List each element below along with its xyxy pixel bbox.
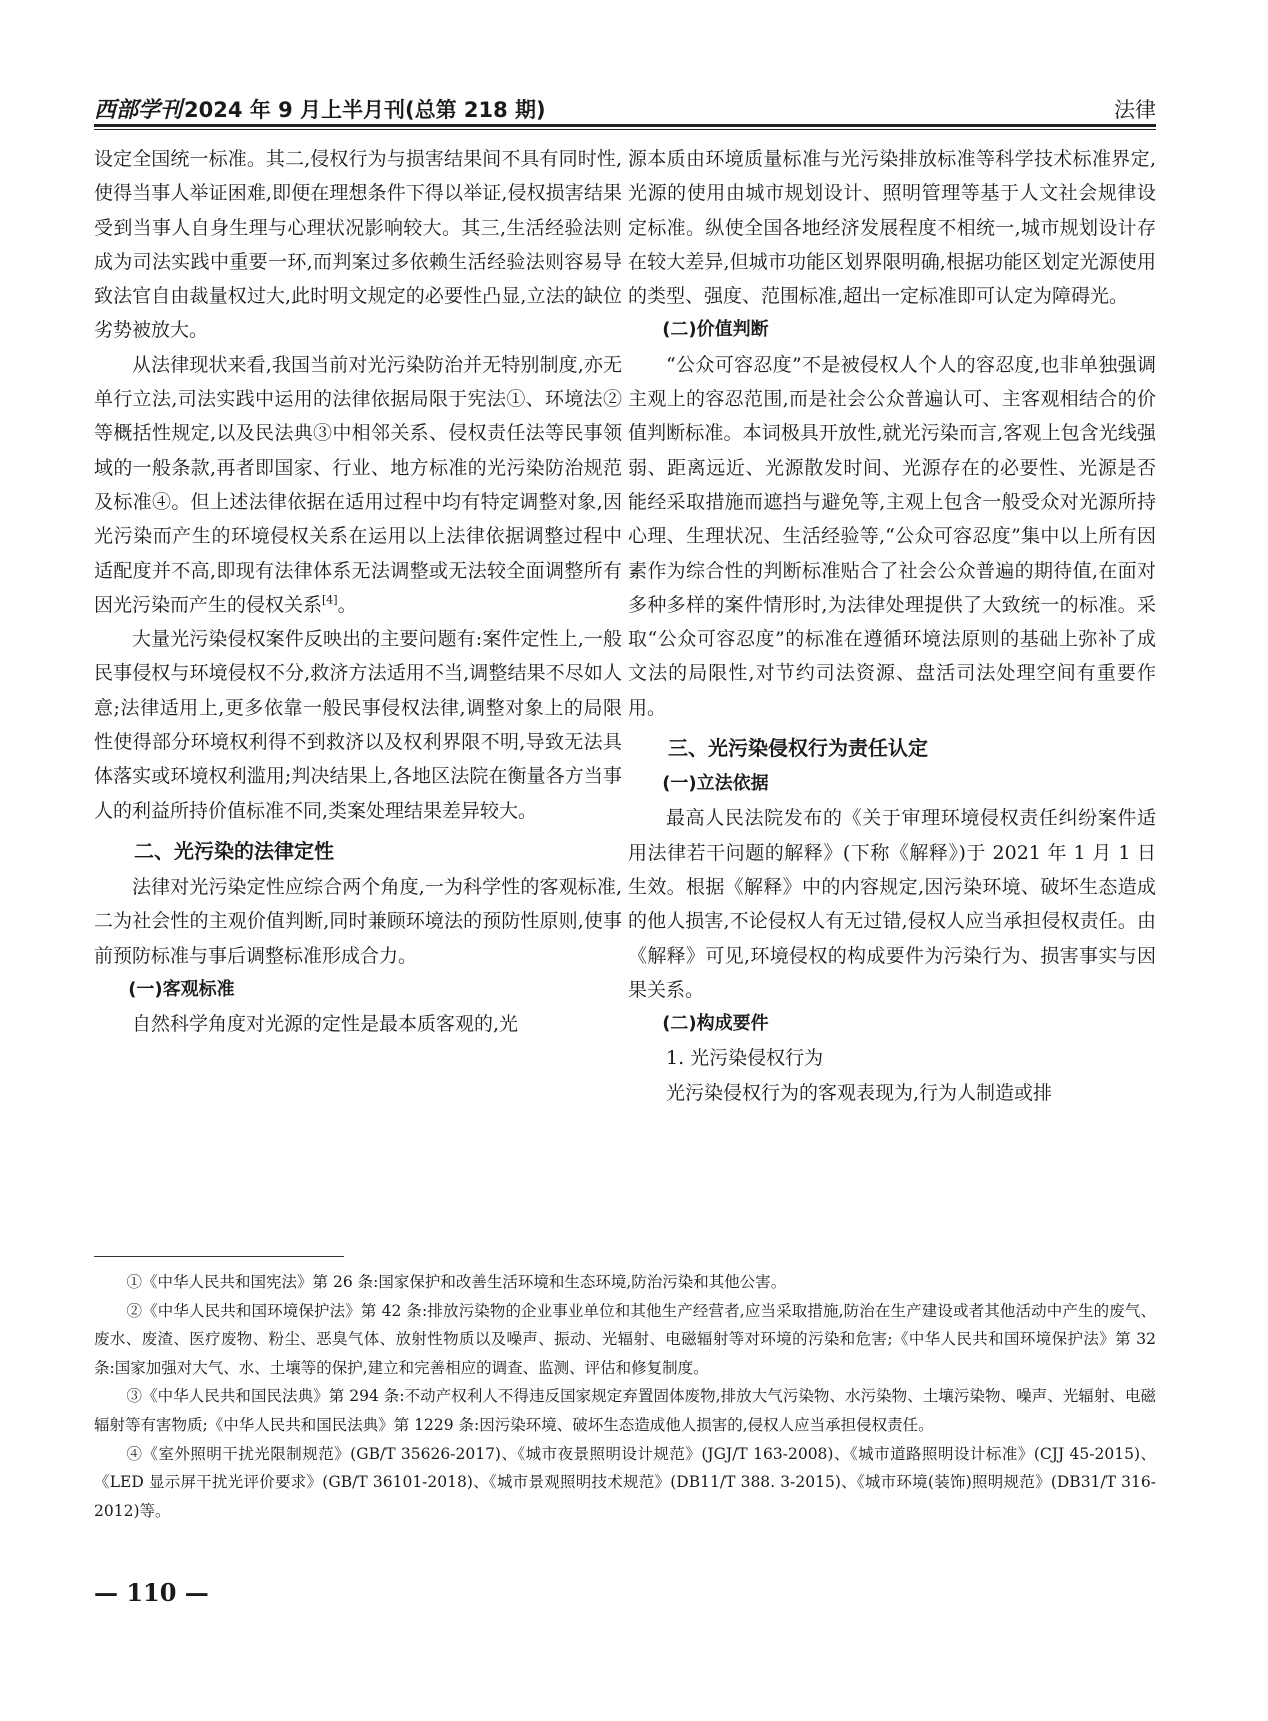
section-heading: 二、光污染的法律定性 — [134, 838, 334, 863]
footnote: ④《室外照明干扰光限制规范》(GB/T 35626-2017)、《城市夜景照明设计规范》(JGJ/T 163-2008)、《城市道路照明设计标准》(CJJ 45-2015)、《LED 显示屏干扰光评价要求》(GB/T 36101-2018)、《城市景观照明技术规范》(DB11/T 388. 3-2015)、《城市环境(装饰)照明规范》(DB31/T 316-2012)等。 — [94, 1444, 1156, 1520]
section-label: 法律 — [1114, 98, 1156, 122]
page-header — [94, 84, 1156, 124]
paragraph: 设定全国统一标准。其二,侵权行为与损害结果间不具有同时性,使得当事人举证困难,即便在理想条件下得以举证,侵权损害结果受到当事人自身生理与心理状况影响较大。其三,生活经验法则成为司法实践中重要一环,而判案过多依赖生活经验法则容易导致法官自由裁量权过大,此时明文规定的必要性凸显,立法的缺位劣势被放大。 — [94, 148, 622, 342]
section-heading: 三、光污染侵权行为责任认定 — [668, 736, 928, 761]
paragraph — [94, 348, 622, 622]
left-column — [94, 142, 622, 1041]
journal-info — [94, 93, 546, 124]
citation-ref: [4] — [322, 593, 338, 607]
sub-subsection-heading: 1. 光污染侵权行为 — [666, 1047, 824, 1070]
paragraph-end: 。 — [337, 593, 357, 616]
paragraph: 大量光污染侵权案件反映出的主要问题有:案件定性上,一般民事侵权与环境侵权不分,救济方法适用不当,调整结果不尽如人意;法律适用上,更多依靠一般民事侵权法律,调整对象上的局限性使得部分环境权利得不到救济以及权利界限不明,导致无法具体落实或环境权利滥用;判决结果上,各地区法院在衡量各方当事人的利益所持价值标准不同,类案处理结果差异较大。 — [94, 628, 622, 822]
paragraph: 源本质由环境质量标准与光污染排放标准等科学技术标准界定,光源的使用由城市规划设计、照明管理等基于人文社会规律设定标准。纵使全国各地经济发展程度不相统一,城市规划设计存在较大差异,但城市功能区划界限明确,根据功能区划定光源使用的类型、强度、范围标准,超出一定标准即可认定为障碍光。 — [628, 148, 1156, 308]
issue-label: 2024 年 9 月上半月刊(总第 218 期) — [184, 98, 546, 122]
paragraph: 光污染侵权行为的客观表现为,行为人制造或排 — [666, 1081, 1053, 1104]
paragraph: 自然科学角度对光源的定性是最本质客观的,光 — [132, 1013, 519, 1036]
header-rule — [94, 124, 1156, 127]
footnote: ③《中华人民共和国民法典》第 294 条:不动产权利人不得违反国家规定弃置固体废物,排放大气污染物、水污染物、土壤污染物、噪声、光辐射、电磁辐射等有害物质;《中华人民共和国民法典》第 1229 条:因污染环境、破坏生态造成他人损害的,侵权人应当承担侵权责任。 — [94, 1387, 1156, 1434]
subsection-heading: (一)客观标准 — [128, 978, 235, 1000]
journal-logo: 西部学刊 — [94, 97, 183, 123]
subsection-heading: (二)构成要件 — [662, 1013, 769, 1035]
footnotes — [94, 1268, 1156, 1525]
footnote: ②《中华人民共和国环境保护法》第 42 条:排放污染物的企业事业单位和其他生产经营者,应当采取措施,防治在生产建设或者其他活动中产生的废气、废水、废渣、医疗废物、粉尘、恶臭气体、放射性物质以及噪声、振动、光辐射、电磁辐射等对环境的污染和危害;《中华人民共和国环境保护法》第 32 条:国家加强对大气、水、土壤等的保护,建立和完善相应的调查、监测、评估和修复制度。 — [94, 1301, 1156, 1377]
paragraph: 法律对光污染定性应综合两个角度,一为科学性的客观标准,二为社会性的主观价值判断,同时兼顾环境法的预防性原则,使事前预防标准与事后调整标准形成合力。 — [94, 875, 622, 967]
right-column — [628, 142, 1156, 1110]
subsection-heading: (二)价值判断 — [662, 319, 769, 341]
header-rule-thin — [94, 129, 1156, 130]
subsection-heading: (一)立法依据 — [662, 773, 769, 795]
paragraph: 最高人民法院发布的《关于审理环境侵权责任纠纷案件适用法律若干问题的解释》(下称《解释》)于 2021 年 1 月 1 日生效。根据《解释》中的内容规定,因污染环境、破坏生态造成的他人损害,不论侵权人有无过错,侵权人应当承担侵权责任。由《解释》可见,环境侵权的构成要件为污染行为、损害事实与因果关系。 — [628, 807, 1156, 1001]
page-number: — 110 — — [94, 1578, 209, 1607]
footnote-rule — [94, 1256, 344, 1257]
paragraph: “公众可容忍度”不是被侵权人个人的容忍度,也非单独强调主观上的容忍范围,而是社会公众普遍认可、主客观相结合的价值判断标准。本词极具开放性,就光污染而言,客观上包含光线强弱、距离远近、光源散发时间、光源存在的必要性、光源是否能经采取措施而遮挡与避免等,主观上包含一般受众对光源所持心理、生理状况、生活经验等,“公众可容忍度”集中以上所有因素作为综合性的判断标准贴合了社会公众普遍的期待值,在面对多种多样的案件情形时,为法律处理提供了大致统一的标准。采取“公众可容忍度”的标准在遵循环境法原则的基础上弥补了成文法的局限性,对节约司法资源、盘活司法处理空间有重要作用。 — [628, 353, 1156, 719]
footnote: ①《中华人民共和国宪法》第 26 条:国家保护和改善生活环境和生态环境,防治污染和其他公害。 — [126, 1273, 787, 1291]
paragraph-text: 从法律现状来看,我国当前对光污染防治并无特别制度,亦无单行立法,司法实践中运用的法律依据局限于宪法①、环境法②等概括性规定,以及民法典③中相邻关系、侵权责任法等民事领域的一般条款,再者即国家、行业、地方标准的光污染防治规范及标准④。但上述法律依据在适用过程中均有特定调整对象,因光污染而产生的环境侵权关系在运用以上法律依据调整过程中适配度并不高,即现有法律体系无法调整或无法较全面调整所有因光污染而产生的侵权关系 — [94, 353, 622, 616]
